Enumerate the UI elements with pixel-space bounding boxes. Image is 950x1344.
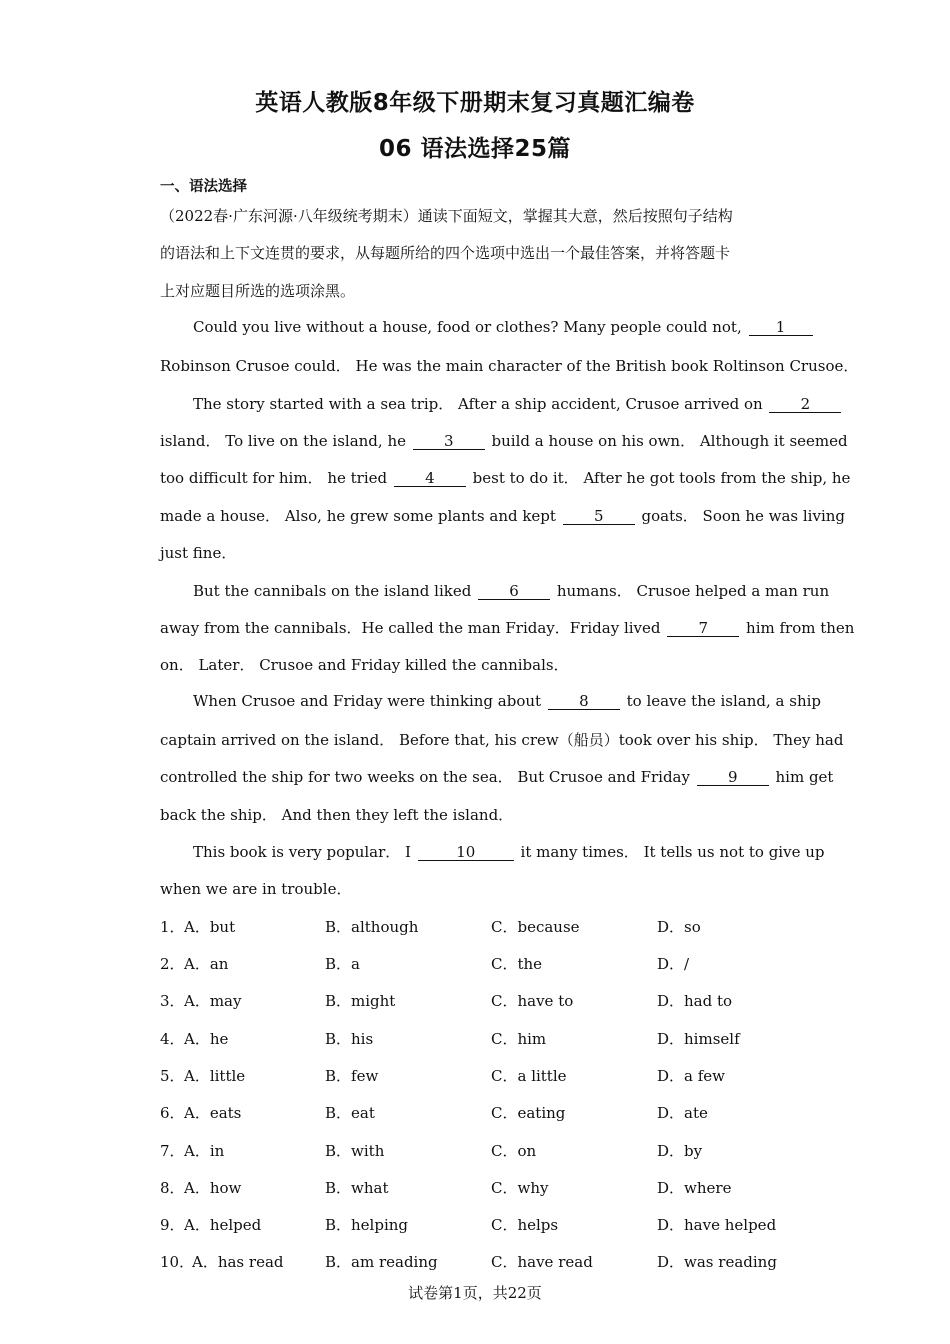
option-d: D．was reading (657, 1253, 777, 1271)
option-c: C．a little (491, 1067, 567, 1085)
option-c: C．because (491, 918, 580, 936)
option-d: D．ate (657, 1104, 708, 1122)
passage-line: too difficult for him． he tried 4 best to do it． After he got tools from the ship, he (160, 469, 851, 487)
question-row: 2． A．an B．a C．the D．/ (160, 955, 690, 973)
option-b: B．although (325, 918, 419, 936)
passage-line: captain arrived on the island． Before that, his crew（船员）took over his ship． They had (160, 731, 844, 749)
passage-line: made a house． Also, he grew some plants and kept 5 goats． Soon he was living (160, 507, 846, 525)
blank-3: 3 (413, 433, 485, 450)
option-c: C．the (491, 955, 543, 973)
passage-line: just fine． (160, 544, 237, 562)
blank-1: 1 (749, 319, 813, 336)
passage-line: The story started with a sea trip． After a ship accident, Crusoe arrived on 2 (193, 393, 833, 414)
option-d: D．where (657, 1179, 732, 1197)
option-c: C．why (491, 1179, 549, 1197)
document-subtitle: 06 语法选择25篇 (378, 136, 572, 162)
option-b: B．few (325, 1067, 379, 1085)
option-d: D．a few (657, 1067, 726, 1085)
passage-line: Could you live without a house, food or clothes? Many people could not, 1 (193, 318, 833, 336)
option-b: B．with (325, 1142, 385, 1160)
option-a: A．how (184, 1179, 242, 1197)
option-a: A．little (184, 1067, 246, 1085)
passage-line: Robinson Crusoe could． He was the main character of the British book Roltinson Crusoe． (160, 357, 859, 375)
option-b: B．am reading (325, 1253, 438, 1271)
option-a: A．helped (184, 1216, 262, 1234)
question-row: 9． A．helped B．helping C．helps D．have helped (160, 1216, 777, 1234)
question-row: 7． A．in B．with C．on D．by (160, 1142, 703, 1160)
blank-7: 7 (667, 620, 739, 637)
passage-line: back the ship． And then they left the island． (160, 806, 514, 824)
option-a: A．may (184, 992, 242, 1010)
option-a: A．in (184, 1142, 225, 1160)
instruction-line: 上对应题目所选的选项涂黑。 (160, 282, 356, 300)
blank-4: 4 (394, 470, 466, 487)
option-d: D．himself (657, 1030, 740, 1048)
passage-line: island． To live on the island, he 3 build a house on his own． Although it seemed (160, 432, 848, 450)
option-a: A．eats (184, 1104, 242, 1122)
option-d: D．had to (657, 992, 733, 1010)
option-b: B．eat (325, 1104, 375, 1122)
passage-line: when we are in trouble． (160, 880, 352, 898)
passage-line: But the cannibals on the island liked 6 humans． Crusoe helped a man run (193, 582, 830, 600)
section-heading: 一、语法选择 (160, 179, 247, 195)
option-c: C．him (491, 1030, 547, 1048)
question-row: 10． A．has read B．am reading C．have read D．was reading (160, 1253, 777, 1271)
option-a: A．has read (192, 1253, 284, 1271)
passage-line: on． Later． Crusoe and Friday killed the cannibals． (160, 656, 569, 674)
passage-line: When Crusoe and Friday were thinking about 8 to leave the island, a ship (193, 692, 822, 710)
option-c: C．have read (491, 1253, 593, 1271)
option-d: D．/ (657, 955, 690, 973)
option-a: A．but (184, 918, 236, 936)
option-c: C．on (491, 1142, 537, 1160)
option-d: D．so (657, 918, 701, 936)
option-d: D．by (657, 1142, 703, 1160)
option-c: C．eating (491, 1104, 566, 1122)
question-row: 8． A．how B．what C．why D．where (160, 1179, 732, 1197)
blank-9: 9 (697, 769, 769, 786)
option-c: C．helps (491, 1216, 559, 1234)
option-c: C．have to (491, 992, 574, 1010)
option-a: A．an (184, 955, 229, 973)
option-d: D．have helped (657, 1216, 777, 1234)
option-b: B．a (325, 955, 360, 973)
blank-2: 2 (769, 396, 841, 413)
blank-8: 8 (548, 693, 620, 710)
question-row: 5． A．little B．few C．a little D．a few (160, 1067, 726, 1085)
option-b: B．helping (325, 1216, 409, 1234)
question-row: 3． A．may B．might C．have to D．had to (160, 992, 733, 1010)
option-a: A．he (184, 1030, 229, 1048)
page-footer: 试卷第1页，共22页 (408, 1284, 542, 1302)
blank-5: 5 (563, 508, 635, 525)
passage-line: controlled the ship for two weeks on the sea． But Crusoe and Friday 9 him get (160, 768, 834, 786)
instruction-line: （2022春·广东河源·八年级统考期末）通读下面短文，掌握其大意，然后按照句子结构 (160, 207, 733, 225)
question-row: 4． A．he B．his C．him D．himself (160, 1030, 740, 1048)
option-b: B．might (325, 992, 396, 1010)
blank-6: 6 (478, 583, 550, 600)
passage-line: This book is very popular． I 10 it many times． It tells us not to give up (193, 843, 825, 861)
question-row: 6． A．eats B．eat C．eating D．ate (160, 1104, 708, 1122)
instruction-line: 的语法和上下文连贯的要求，从每题所给的四个选项中选出一个最佳答案，并将答题卡 (160, 244, 731, 262)
blank-10: 10 (418, 844, 514, 861)
option-b: B．what (325, 1179, 389, 1197)
document-title: 英语人教版8年级下册期末复习真题汇编卷 (255, 90, 695, 116)
passage-line: away from the cannibals．He called the man Friday．Friday lived 7 him from then (160, 619, 855, 637)
option-b: B．his (325, 1030, 374, 1048)
question-row: 1． A．but B．although C．because D．so (160, 918, 701, 936)
